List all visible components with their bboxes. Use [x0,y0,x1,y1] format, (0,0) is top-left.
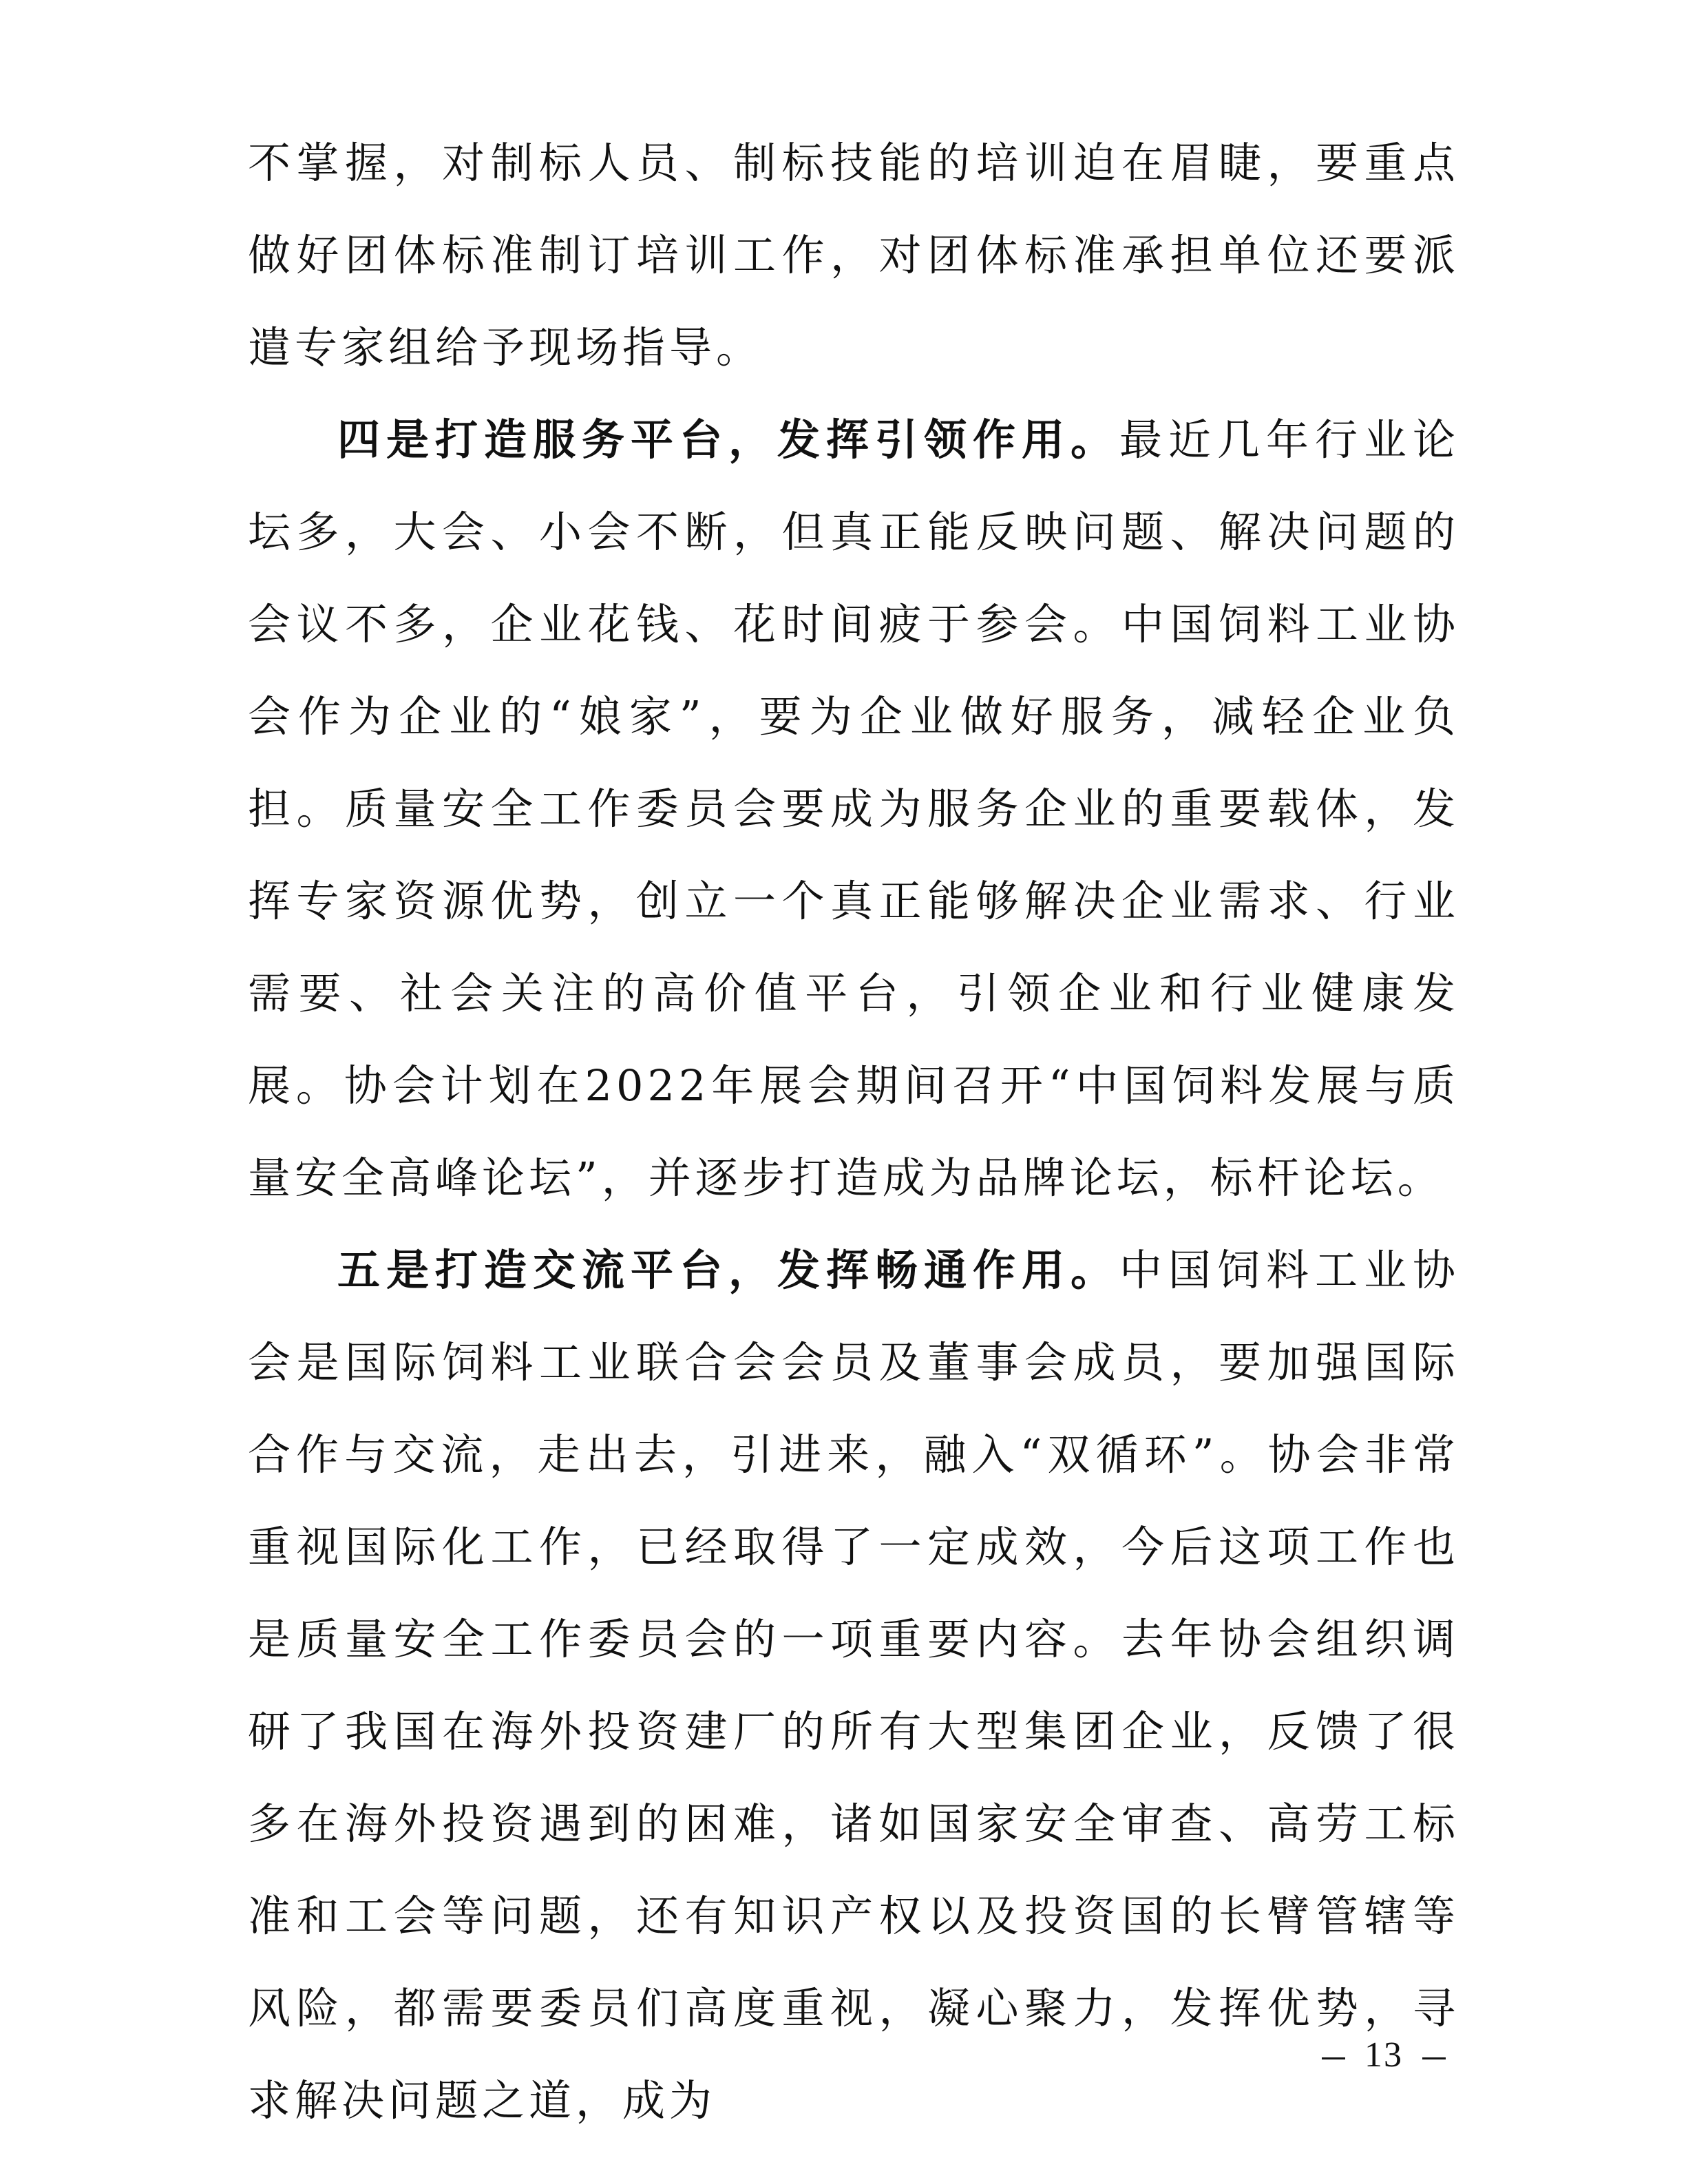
page-footer [1322,2035,1446,2075]
paragraph-text: 不掌握，对制标人员、制标技能的培训迫在眉睫，要重点做好团体标准制订培训工作，对团体标准承担单位还要派遣专家组给予现场指导。 [248,138,1459,373]
paragraph-lead-heading: 五是打造交流平台，发挥畅通作用。 [337,1245,1119,1295]
paragraph-service-platform [248,394,1459,1224]
page-number: 13 [1364,2035,1403,2075]
footer-left-dash [1322,2057,1345,2059]
paragraph-continuation [248,117,1459,394]
paragraph-exchange-platform [248,1224,1459,2147]
paragraph-lead-heading: 四是打造服务平台，发挥引领作用。 [337,415,1119,465]
document-body [248,117,1459,2147]
paragraph-text: 最近几年行业论坛多，大会、小会不断，但真正能反映问题、解决问题的会议不多，企业花钱、花时间疲于参会。中国饲料工业协会作为企业的“娘家”，要为企业做好服务，减轻企业负担。质量安全工作委员会要成为服务企业的重要载体，发挥专家资源优势，创立一个真正能够解决企业需求、行业需要、社会关注的高价值平台，引领企业和行业健康发展。协会计划在2022年展会期间召开“中国饲料发展与质量安全高峰论坛”，并逐步打造成为品牌论坛，标杆论坛。 [248,415,1459,1203]
footer-right-dash [1422,2057,1446,2059]
paragraph-text: 中国饲料工业协会是国际饲料工业联合会会员及董事会成员，要加强国际合作与交流，走出去，引进来，融入“双循环”。协会非常重视国际化工作，已经取得了一定成效，今后这项工作也是质量安全工作委员会的一项重要内容。去年协会组织调研了我国在海外投资建厂的所有大型集团企业，反馈了很多在海外投资遇到的困难，诸如国家安全审查、高劳工标准和工会等问题，还有知识产权以及投资国的长臂管辖等风险，都需要委员们高度重视，凝心聚力，发挥优势，寻求解决问题之道，成为 [248,1245,1459,2126]
